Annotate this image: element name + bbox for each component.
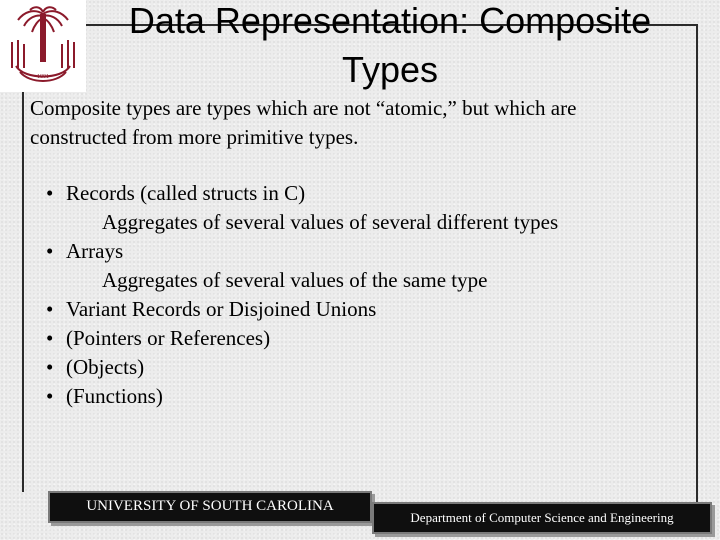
bullet-text: Arrays <box>66 239 124 263</box>
footer-department-banner: Department of Computer Science and Engineering <box>372 502 712 534</box>
bullet-text: Variant Records or Disjoined Unions <box>66 297 377 321</box>
bullet-glyph: • <box>46 239 54 263</box>
intro-line-2: constructed from more primitive types. <box>30 125 359 149</box>
bullet-item <box>46 237 686 295</box>
bullet-text: (Functions) <box>66 384 163 408</box>
title-line-2: Types <box>341 49 439 90</box>
title-line-1: Data Representation: Composite <box>128 0 652 41</box>
bullet-item <box>46 324 686 353</box>
bullet-text: (Pointers or References) <box>66 326 271 350</box>
logo-box <box>0 0 86 92</box>
bullet-item <box>46 179 686 237</box>
bullet-subtext: Aggregates of several values of several different types <box>102 210 559 234</box>
frame-line-left <box>22 92 24 492</box>
svg-text:1801: 1801 <box>37 74 49 80</box>
bullet-text: Records (called structs in C) <box>66 181 306 205</box>
bullet-item <box>46 382 686 411</box>
bullet-list <box>46 179 686 411</box>
bullet-text: (Objects) <box>66 355 145 379</box>
intro-paragraph <box>30 94 700 152</box>
bullet-subtext: Aggregates of several values of the same type <box>102 268 488 292</box>
bullet-item <box>46 295 686 324</box>
bullet-glyph: • <box>46 181 54 205</box>
slide-title <box>90 0 690 99</box>
bullet-glyph: • <box>46 355 54 379</box>
footer-university-banner: UNIVERSITY OF SOUTH CAROLINA <box>48 491 372 523</box>
university-palmetto-seal-icon <box>4 6 82 88</box>
bullet-glyph: • <box>46 297 54 321</box>
bullet-glyph: • <box>46 384 54 408</box>
intro-line-1: Composite types are types which are not “atomic,” but which are <box>30 96 577 120</box>
bullet-glyph: • <box>46 326 54 350</box>
bullet-item <box>46 353 686 382</box>
